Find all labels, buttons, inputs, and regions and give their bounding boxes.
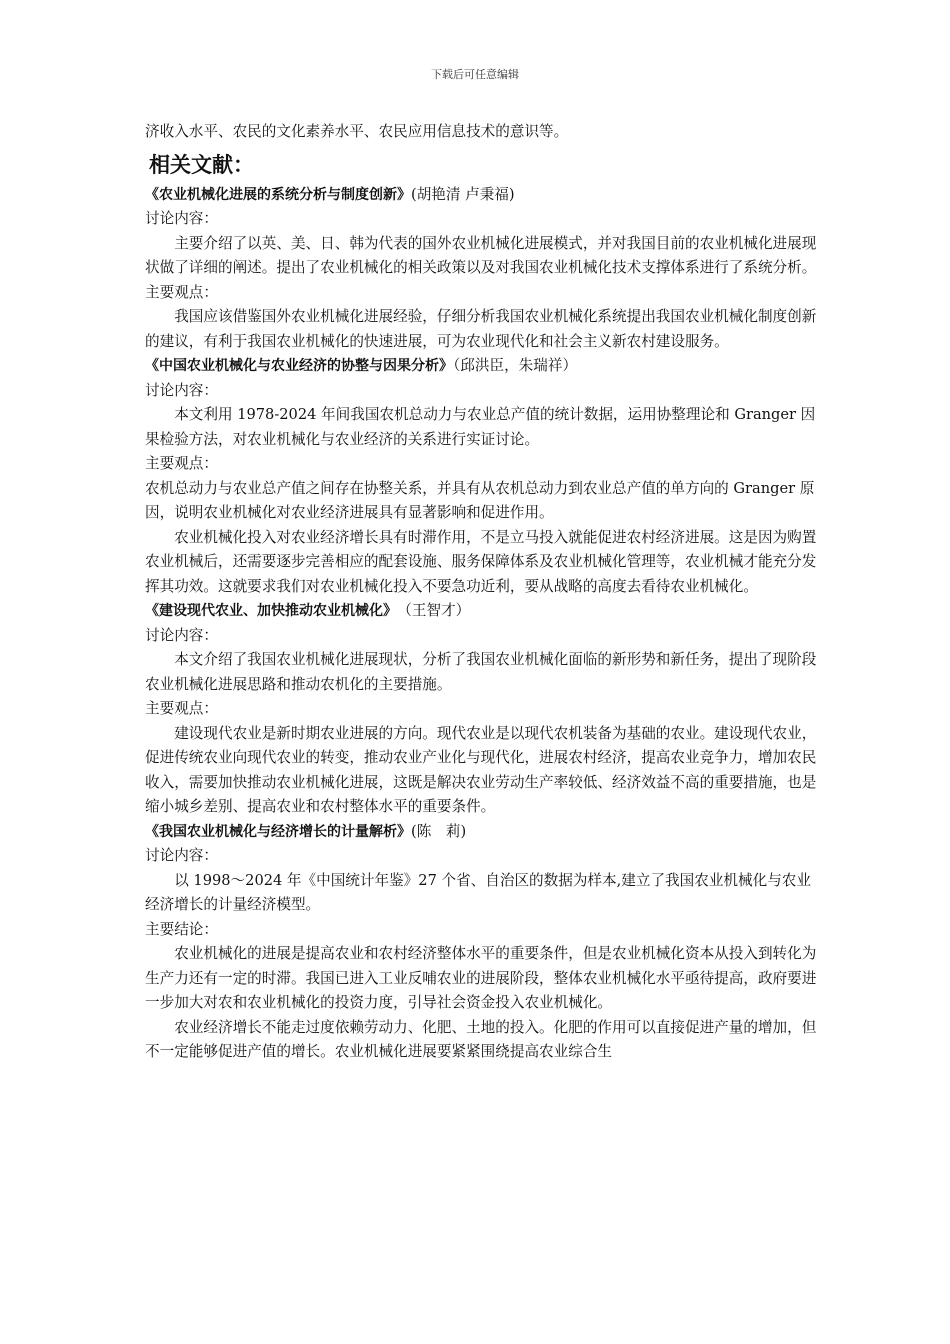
- reference-entry: [145, 820, 817, 1065]
- content-paragraph: 以 1998～2024 年《中国统计年鉴》27 个省、自治区的数据为样本,建立了我国农业机械化与农业经济增长的计量经济模型。: [145, 871, 811, 913]
- points-label: 主要观点：: [145, 700, 218, 717]
- content-label: 讨论内容：: [145, 210, 218, 227]
- section-title: 相关文献：: [149, 152, 254, 177]
- reference-author: (胡艳清 卢秉福): [411, 185, 515, 203]
- page-header: 下载后可任意编辑: [431, 68, 519, 81]
- points-paragraph: 农业机械化投入对农业经济增长具有时滞作用，不是立马投入就能促进农村经济进展。这是因为购置农业机械后，还需要逐步完善相应的配套设施、服务保障体系及农业机械化管理等，农业机械才能充分发挥其功效。这就要求我们对农业机械化投入不要急功近利，要从战略的高度去看待农业机械化。: [145, 528, 817, 595]
- reference-heading: [145, 183, 817, 208]
- reference-author: （邱洪臣，朱瑞祥）: [453, 357, 578, 374]
- content-label: 讨论内容：: [145, 381, 218, 399]
- points-label: 主要观点：: [145, 283, 218, 301]
- reference-title: 《农业机械化进展的系统分析与制度创新》: [145, 186, 411, 203]
- reference-entry: [145, 599, 817, 820]
- reference-author: （王智才）: [390, 602, 471, 619]
- content-label: 讨论内容：: [145, 626, 218, 644]
- reference-title: 《建设现代农业、加快推动农业机械化》: [145, 603, 390, 619]
- content-paragraph: 主要介绍了以英、美、日、韩为代表的国外农业机械化进展模式，并对我国目前的农业机械化进展现状做了详细的阐述。提出了农业机械化的相关政策以及对我国农业机械化技术支撑体系进行了系统分析。: [145, 234, 817, 276]
- content-label: 讨论内容：: [145, 847, 218, 864]
- reference-entry: [145, 354, 817, 599]
- reference-heading: [145, 354, 817, 379]
- content-paragraph: 本文利用 1978-2024 年间我国农机总动力与农业总产值的统计数据，运用协整理论和 Granger 因果检验方法，对农业机械化与农业经济的关系进行实证讨论。: [145, 406, 816, 448]
- points-paragraph: 农业经济增长不能走过度依赖劳动力、化肥、土地的投入。化肥的作用可以直接促进产量的增加，但不一定能够促进产值的增长。农业机械化进展要紧紧围绕提高农业综合生: [145, 1018, 817, 1060]
- content-paragraph: 本文介绍了我国农业机械化进展现状，分析了我国农业机械化面临的新形势和新任务，提出了现阶段农业机械化进展思路和推动农机化的主要措施。: [145, 651, 817, 693]
- intro-paragraph: 济收入水平、农民的文化素养水平、农民应用信息技术的意识等。: [145, 123, 569, 140]
- document-body: [145, 120, 817, 1065]
- reference-entry: [145, 183, 817, 355]
- reference-heading: [145, 599, 817, 624]
- points-paragraph: 农机总动力与农业总产值之间存在协整关系，并具有从农机总动力到农业总产值的单方向的 Granger 原因，说明农业机械化对农业经济进展具有显著影响和促进作用。: [145, 479, 815, 521]
- reference-title: 《中国农业机械化与农业经济的协整与因果分析》: [145, 358, 453, 374]
- points-paragraph: 我国应该借鉴国外农业机械化进展经验，仔细分析我国农业机械化系统提出我国农业机械化制度创新的建议，有利于我国农业机械化的快速进展，可为农业现代化和社会主义新农村建设服务。: [145, 308, 817, 350]
- reference-title: 《我国农业机械化与经济增长的计量解析》: [145, 823, 411, 840]
- points-label: 主要结论：: [145, 920, 218, 938]
- points-label: 主要观点：: [145, 455, 218, 472]
- reference-heading: [145, 820, 817, 845]
- reference-author: (陈 莉): [411, 822, 467, 840]
- points-paragraph: 农业机械化的进展是提高农业和农村经济整体水平的重要条件，但是农业机械化资本从投入到转化为生产力还有一定的时滞。我国已进入工业反哺农业的进展阶段，整体农业机械化水平亟待提高，政府要进一步加大对农和农业机械化的投资力度，引导社会资金投入农业机械化。: [145, 945, 817, 1011]
- points-paragraph: 建设现代农业是新时期农业进展的方向。现代农业是以现代农机装备为基础的农业。建设现代农业，促进传统农业向现代农业的转变，推动农业产业化与现代化，进展农村经济，提高农业竞争力，增加农民收入，需要加快推动农业机械化进展，这既是解决农业劳动生产率较低、经济效益不高的重要措施，也是缩小城乡差别、提高农业和农村整体水平的重要条件。: [145, 724, 817, 815]
